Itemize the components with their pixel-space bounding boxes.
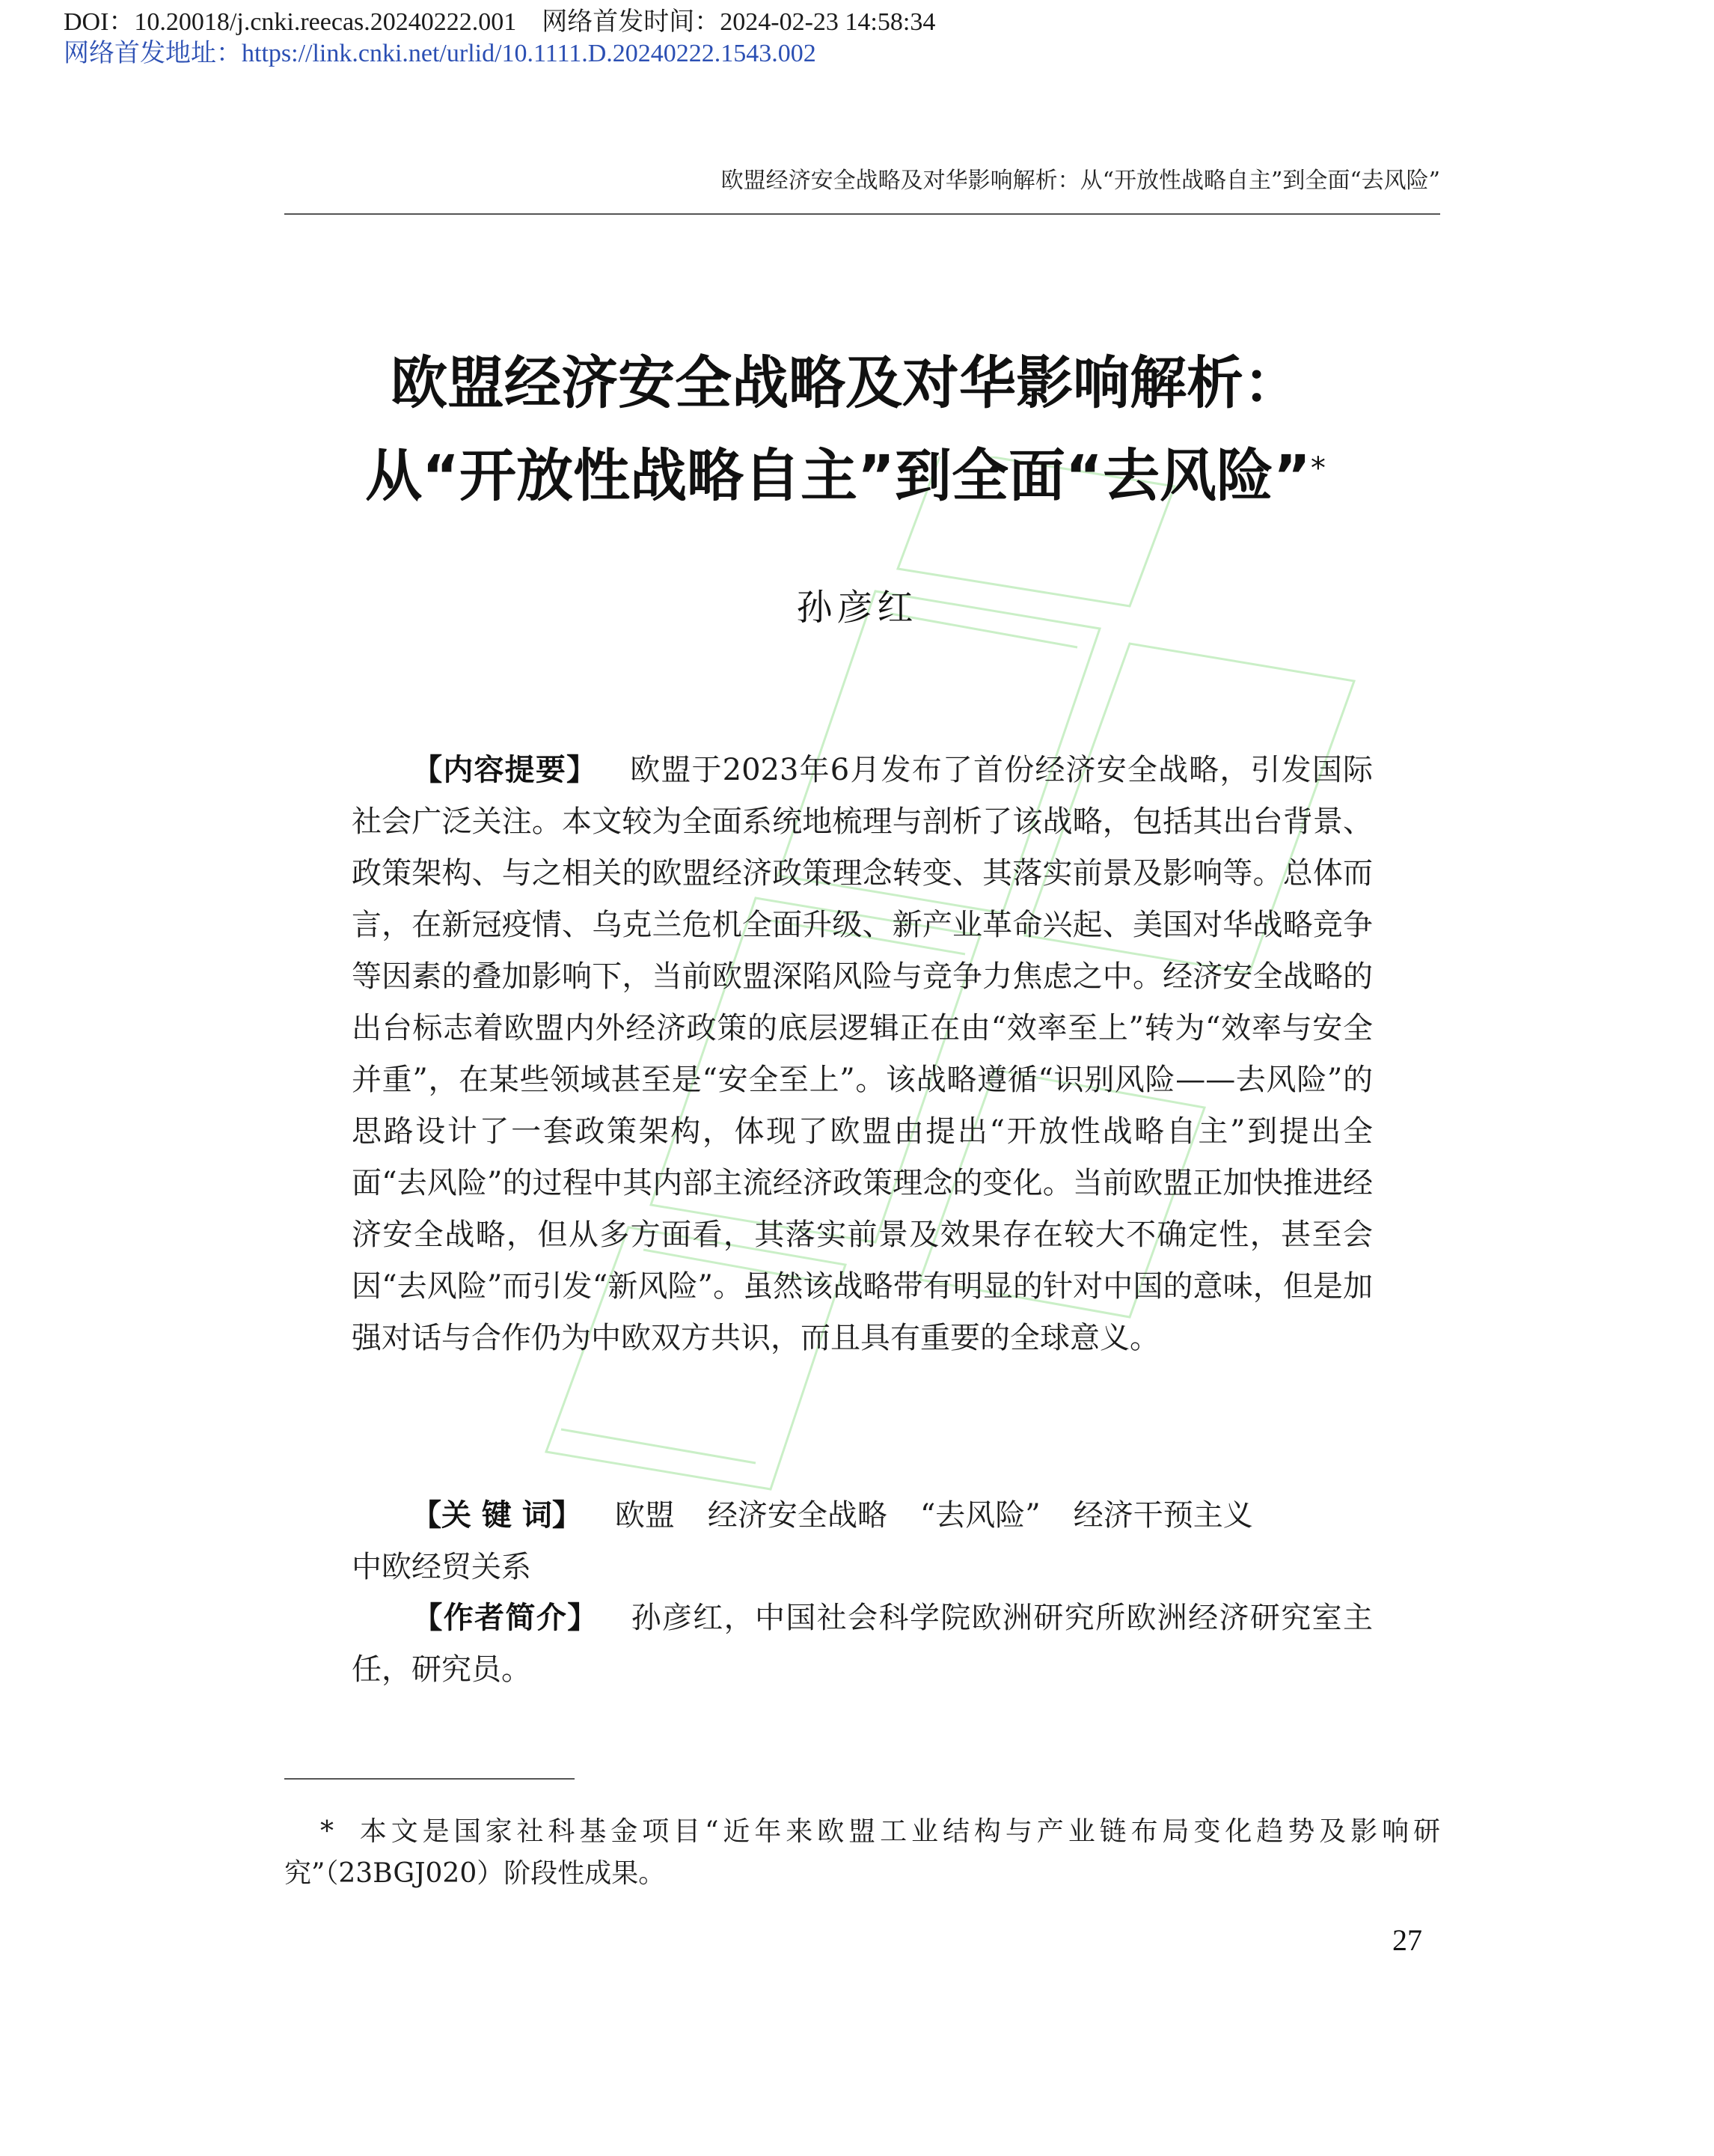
footnote-divider <box>284 1778 575 1780</box>
title-footnote-mark[interactable]: * <box>1310 451 1326 486</box>
footnote-mark: * <box>320 1816 334 1847</box>
abstract-label: 【内容提要】 <box>411 753 598 787</box>
author-bio-paragraph <box>352 1592 1373 1696</box>
author-bio-label: 【作者简介】 <box>411 1601 599 1635</box>
keyword-item: “去风险” <box>919 1498 1041 1533</box>
footnote-text: 本文是国家社科基金项目“近年来欧盟工业结构与产业链布局变化趋势及影响研究”（23BGJ020）阶段性成果。 <box>284 1816 1441 1889</box>
keywords-label: 【关 键 词】 <box>411 1498 582 1533</box>
publish-url-link[interactable]: 网络首发地址：https://link.cnki.net/urlid/10.1111.D.20240222.1543.002 <box>64 40 816 67</box>
abstract-text: 欧盟于2023年6月发布了首份经济安全战略，引发国际社会广泛关注。本文较为全面系统地梳理与剖析了该战略，包括其出台背景、政策架构、与之相关的欧盟经济政策理念转变、其落实前景及影响等。总体而言，在新冠疫情、乌克兰危机全面升级、新产业革命兴起、美国对华战略竞争等因素的叠加影响下，当前欧盟深陷风险与竞争力焦虑之中。经济安全战略的出台标志着欧盟内外经济政策的底层逻辑正在由“效率至上”转为“效率与安全并重”，在某些领域甚至是“安全至上”。该战略遵循“识别风险——去风险”的思路设计了一套政策架构，体现了欧盟由提出“开放性战略自主”到提出全面“去风险”的过程中其内部主流经济政策理念的变化。当前欧盟正加快推进经济安全战略，但从多方面看，其落实前景及效果存在较大不确定性，甚至会因“去风险”而引发“新风险”。虽然该战略带有明显的针对中国的意味，但是加强对话与合作仍为中欧双方共识，而且具有重要的全球意义。 <box>352 753 1374 1355</box>
keywords-paragraph <box>352 1490 1373 1593</box>
page-number: 27 <box>1392 1923 1422 1957</box>
doi-text: DOI：10.20018/j.cnki.reecas.20240222.001 <box>64 8 517 36</box>
running-head: 欧盟经济安全战略及对华影响解析：从“开放性战略自主”到全面“去风险” <box>720 168 1440 194</box>
doi-line <box>64 7 935 37</box>
article-title-line2 <box>224 439 1466 513</box>
article-title-line1: 欧盟经济安全战略及对华影响解析： <box>391 349 1300 416</box>
keyword-item: 欧盟 <box>614 1498 675 1533</box>
footnote <box>284 1811 1440 1895</box>
keyword-item: 中欧经贸关系 <box>352 1550 531 1584</box>
author-name: 孙彦红 <box>796 587 918 629</box>
article-title-line2-text: 从“开放性战略自主”到全面“去风险” <box>365 442 1311 509</box>
header-divider <box>284 213 1440 215</box>
author-bio-text: 孙彦红，中国社会科学院欧洲研究所欧洲经济研究室主任，研究员。 <box>352 1601 1374 1687</box>
keyword-item: 经济干预主义 <box>1073 1498 1253 1533</box>
publish-time: 网络首发时间：2024-02-23 14:58:34 <box>542 8 936 36</box>
keyword-item: 经济安全战略 <box>707 1498 887 1533</box>
abstract-paragraph <box>352 745 1373 1364</box>
